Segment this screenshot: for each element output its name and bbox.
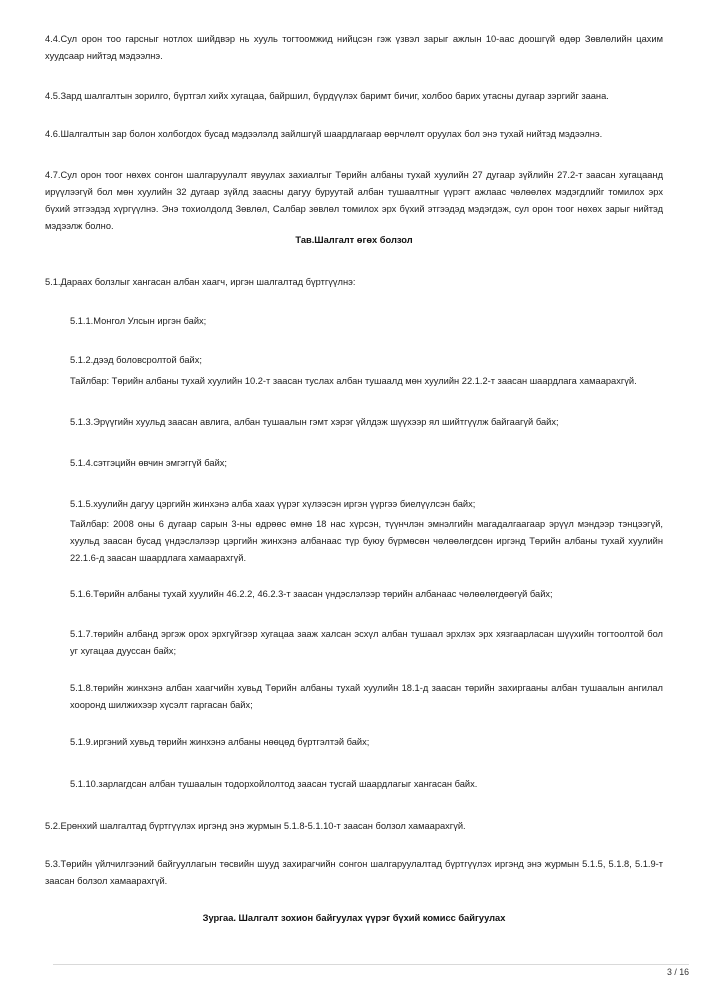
- paragraph-5-1-3: 5.1.3.Эрүүгийн хуульд заасан авлига, албан тушаалын гэмт хэрэг үйлдэж шүүхээр ял шийтгүүлж байгаагүй байх;: [70, 417, 559, 427]
- paragraph-5-1-5: 5.1.5.хуулийн дагуу цэргийн жинхэнэ алба хаах үүрэг хүлээсэн иргэн үүргээ биелүүлсэн байх;: [70, 499, 476, 509]
- footer-divider: [53, 964, 689, 965]
- note-5-1-5: Тайлбар: 2008 оны 6 дугаар сарын 3-ны өдрөөс өмнө 18 нас хүрсэн, түүнчлэн эмнэлгийн магадалгаагаар эрүүл мэндээр тэнцээгүй, хуульд заасан бусад үндэслэлээр цэргийн жинхэнэ албанаас түр буюу бүрмөсөн чөлөөлөгдсөн иргэнд Төрийн албаны тухай хуулийн 22.1.6-д заасан шаардлага хамаарахгүй.: [70, 519, 663, 563]
- paragraph-5-1-2: 5.1.2.дээд боловсролтой байх;: [70, 355, 202, 365]
- section-heading-tav: Тав.Шалгалт өгөх болзол: [295, 235, 413, 245]
- paragraph-5-1-8: 5.1.8.төрийн жинхэнэ албан хаагчийн хувьд Төрийн албаны тухай хуулийн 18.1-д заасан төрийн захиргааны албан тушаалын ангилал хооронд шилжихээр хүсэлт гаргасан байх;: [70, 683, 663, 710]
- paragraph-4-4: 4.4.Сул орон тоо гарсныг нотлох шийдвэр нь хууль тогтоомжид нийцсэн гэж үзвэл зарыг ажлын 10-аас доошгүй өдөр Зөвлөлийн цахим хуудсаар нийтэд мэдээлнэ.: [45, 34, 663, 61]
- paragraph-5-1-9: 5.1.9.иргэний хувьд төрийн жинхэнэ албаны нөөцөд бүртгэлтэй байх;: [70, 737, 370, 747]
- note-5-1-2: Тайлбар: Төрийн албаны тухай хуулийн 10.2-т заасан туслах албан тушаалд мөн хуулийн 22.1.2-т заасан шаардлага хамаарахгүй.: [70, 376, 637, 386]
- paragraph-4-6: 4.6.Шалгалтын зар болон холбогдох бусад мэдээлэлд зайлшгүй шаардлагаар өөрчлөлт оруулах бол энэ тухай нийтэд мэдээлнэ.: [45, 129, 603, 139]
- paragraph-4-7: 4.7.Сул орон тоог нөхөх сонгон шалгаруулалт явуулах захиалгыг Төрийн албаны тухай хуулийн 27 дугаар зүйлийн 27.2-т заасан хугацаанд ирүүлээгүй бол мөн хуулийн 32 дугаар зүйлд заасны дагуу буруутай албан тушаалтныг үүрэгт ажлаас чөлөөлөх мэдэгдлийг томилох эрх бүхий этгээдэд хүргүүлнэ. Энэ тохиолдолд Зөвлөл, Салбар зөвлөл томилох эрх бүхий этгээдэд мэдэгдэж, сул орон тоог нөхөх зарыг нийтэд мэдээлж болно.: [45, 170, 663, 231]
- paragraph-5-2: 5.2.Ерөнхий шалгалтад бүртгүүлэх иргэнд энэ журмын 5.1.8-5.1.10-т заасан болзол хамаарахгүй.: [45, 821, 466, 831]
- paragraph-5-1-10: 5.1.10.зарлагдсан албан тушаалын тодорхойлолтод заасан тусгай шаардлагыг хангасан байх.: [70, 779, 478, 789]
- paragraph-4-5: 4.5.Зард шалгалтын зорилго, бүртгэл хийх хугацаа, байршил, бүрдүүлэх баримт бичиг, холбоо барих утасны дугаар зэргийг заана.: [45, 91, 609, 101]
- paragraph-5-1-4: 5.1.4.сэтгэцийн өвчин эмгэггүй байх;: [70, 458, 228, 468]
- paragraph-5-1-6: 5.1.6.Төрийн албаны тухай хуулийн 46.2.2, 46.2.3-т заасан үндэслэлээр төрийн албанаас чөлөөлөгдөөгүй байх;: [70, 589, 553, 599]
- section-heading-zurgaa: Зургаа. Шалгалт зохион байгуулах үүрэг бүхий комисс байгуулах: [202, 913, 506, 923]
- paragraph-5-3: 5.3.Төрийн үйлчилгээний байгууллагын төсвийн шууд захирагчийн сонгон шалгаруулалтад бүртгүүлэх иргэнд энэ журмын 5.1.5, 5.1.8, 5.1.9-т заасан болзол хамаарахгүй.: [45, 859, 663, 886]
- page-number: 3 / 16: [666, 967, 689, 977]
- paragraph-5-1-1: 5.1.1.Монгол Улсын иргэн байх;: [70, 316, 207, 326]
- paragraph-5-1-7: 5.1.7.төрийн албанд эргэж орох эрхгүйгээр хугацаа зааж халсан эсхүл албан тушаал эрхлэх эрх хязгаарласан шүүхийн тогтоолтой бол уг хугацаа дууссан байх;: [70, 629, 663, 656]
- paragraph-5-1: 5.1.Дараах болзлыг хангасан албан хаагч, иргэн шалгалтад бүртгүүлнэ:: [45, 277, 356, 287]
